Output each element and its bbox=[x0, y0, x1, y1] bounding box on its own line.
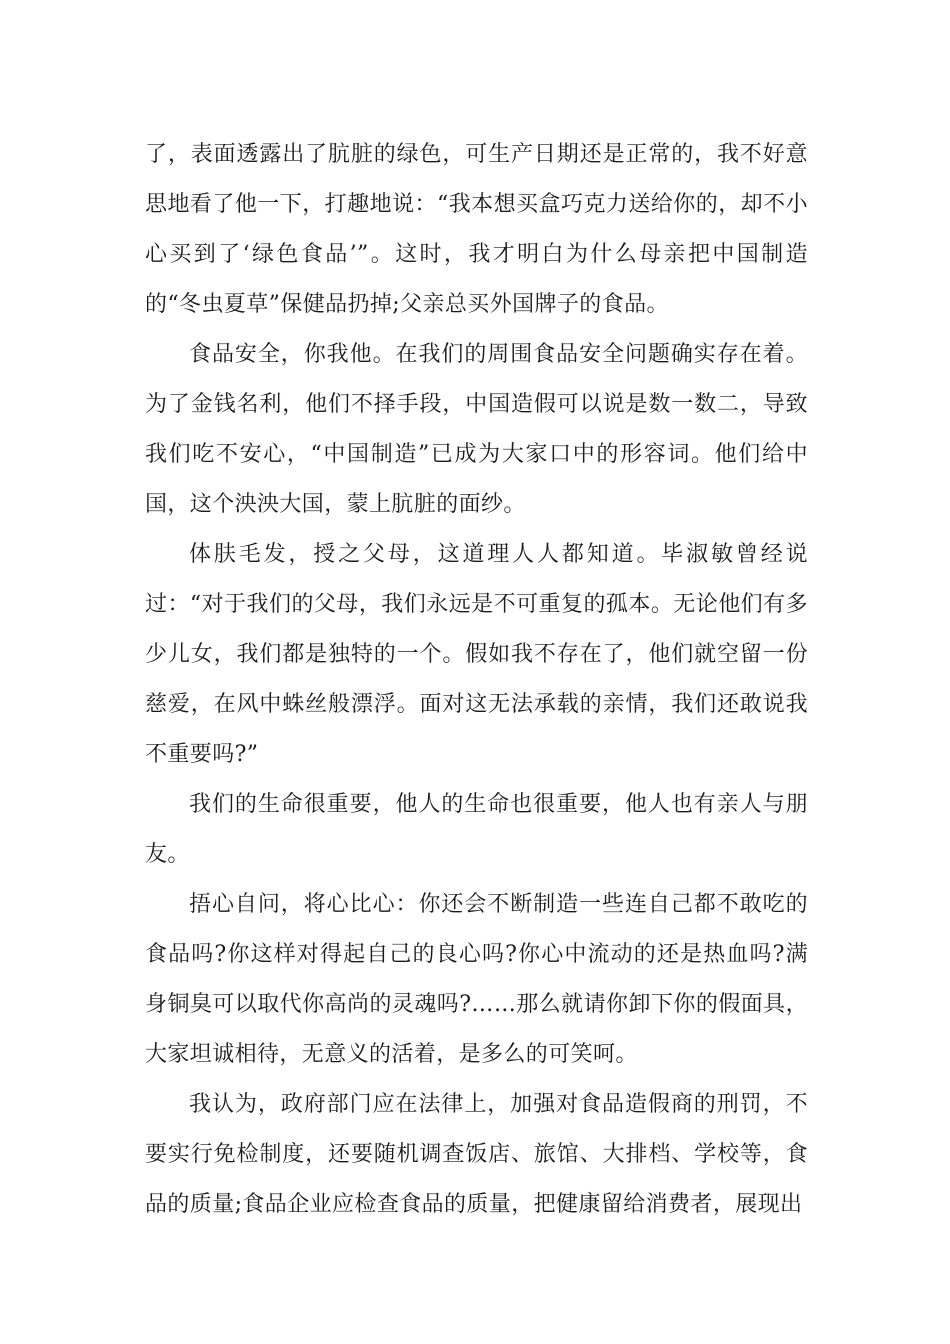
paragraph-2: 食品安全，你我他。在我们的周围食品安全问题确实存在着。为了金钱名利，他们不择手段，中国造假可以说是数一数二，导致我们吃不安心，“中国制造”已成为大家口中的形容词。他们给中国，这个泱泱大国，蒙上肮脏的面纱。 bbox=[145, 342, 808, 517]
paragraph-5: 捂心自问，将心比心：你还会不断制造一些连自己都不敢吃的食品吗?你这样对得起自己的良心吗?你心中流动的还是热血吗?满身铜臭可以取代你高尚的灵魂吗?……那么就请你卸下你的假面具，大家坦诚相待，无意义的活着，是多么的可笑呵。 bbox=[145, 892, 808, 1067]
body-text bbox=[145, 130, 808, 1230]
paragraph-3: 体肤毛发，授之父母，这道理人人都知道。毕淑敏曾经说过：“对于我们的父母，我们永远是不可重复的孤本。无论他们有多少儿女，我们都是独特的一个。假如我不存在了，他们就空留一份慈爱，在风中蛛丝般漂浮。面对这无法承载的亲情，我们还敢说我不重要吗?” bbox=[145, 542, 808, 767]
paragraph-1: 了，表面透露出了肮脏的绿色，可生产日期还是正常的，我不好意思地看了他一下，打趣地说：“我本想买盒巧克力送给你的，却不小心买到了‘绿色食品’”。这时，我才明白为什么母亲把中国制造的“冬虫夏草”保健品扔掉;父亲总买外国牌子的食品。 bbox=[145, 142, 808, 317]
paragraph-6: 我认为，政府部门应在法律上，加强对食品造假商的刑罚，不要实行免检制度，还要随机调查饭店、旅馆、大排档、学校等，食品的质量;食品企业应检查食品的质量，把健康留给消费者，展现出 bbox=[145, 1092, 808, 1217]
paragraph-4: 我们的生命很重要，他人的生命也很重要，他人也有亲人与朋友。 bbox=[145, 792, 808, 867]
